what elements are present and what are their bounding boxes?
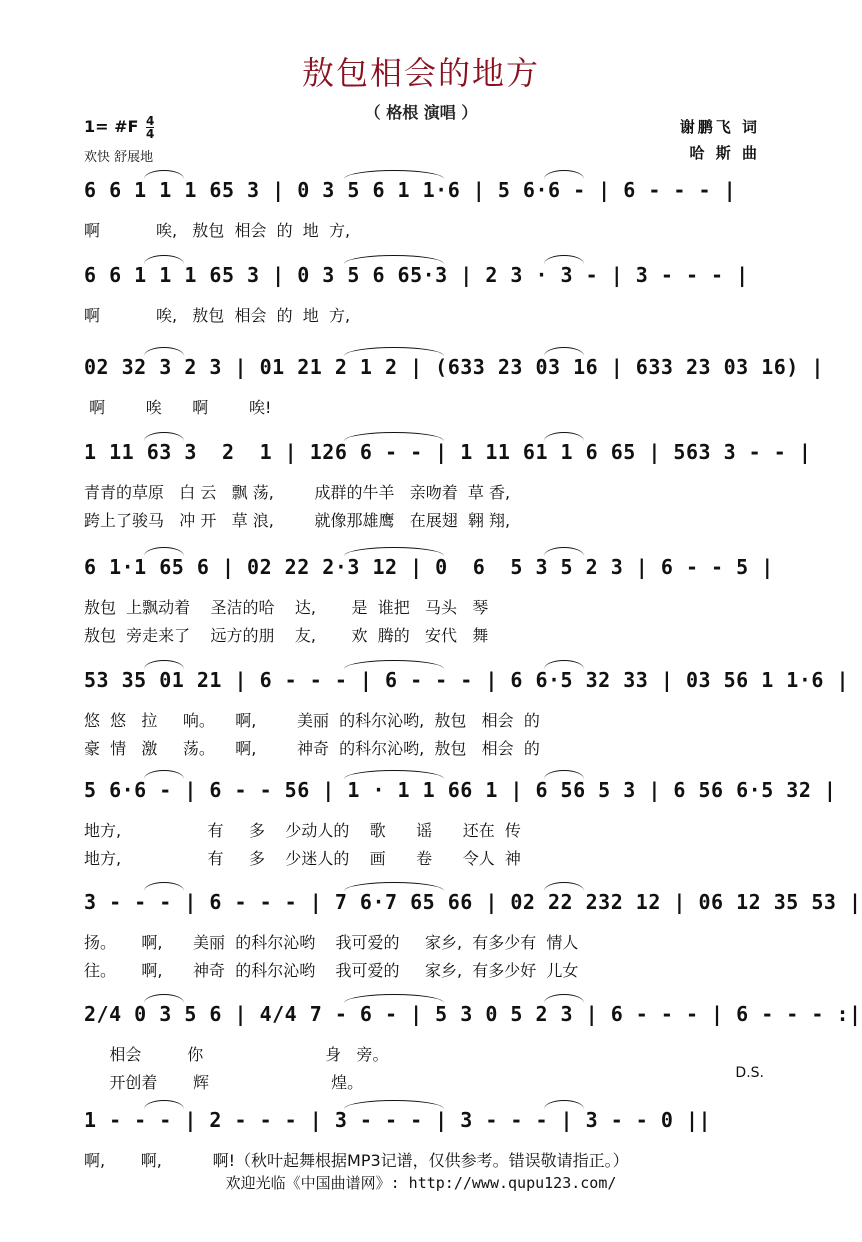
lyric-line: 跨上了骏马 冲 开 草 浪, 就像那雄鹰 在展翅 翱 翔, (84, 511, 511, 530)
notation-line: 1 - - - | 2 - - - | 3 - - - | 3 - - - | 3 - - 0 || (84, 1108, 712, 1132)
slur-mark (544, 660, 584, 669)
notation-line: 3 - - - | 6 - - - | 7 6·7 65 66 | 02 22 232 12 | 06 12 35 53 | (84, 890, 862, 914)
slur-mark (544, 547, 584, 556)
slur-mark (144, 255, 184, 264)
composer-credit: 哈 斯 曲 (689, 144, 760, 162)
lyric-line: 啊, 啊, 啊!（秋叶起舞根据MP3记谱，仅供参考。错误敬请指正。） (84, 1151, 629, 1170)
lyric-line: 啊 唉 啊 唉! (84, 398, 272, 417)
time-signature-top: 4 (146, 114, 155, 128)
lyric-line: 扬。 啊, 美丽 的科尔沁哟 我可爱的 家乡, 有多少有 情人 (84, 933, 579, 952)
slur-mark (544, 170, 584, 179)
slur-mark (544, 255, 584, 264)
slur-mark (144, 347, 184, 356)
time-signature (146, 115, 154, 140)
song-title: 敖包相会的地方 (301, 54, 540, 92)
notation-line: 1 11 63 3 2 1 | 126 6 - - | 1 11 61 1 6 65 | 563 3 - - | (84, 440, 812, 464)
notation-line: 2/4 0 3 5 6 | 4/4 7 - 6 - | 5 3 0 5 2 3 | 6 - - - | 6 - - - :| (84, 1002, 862, 1026)
slur-mark (344, 882, 444, 891)
slur-mark (544, 882, 584, 891)
slur-mark (344, 347, 444, 356)
lyric-line: 啊 唉, 敖包 相会 的 地 方, (84, 306, 351, 325)
slur-mark (144, 660, 184, 669)
singer-credit: （ 格根 演唱 ） (364, 103, 478, 122)
slur-mark (344, 547, 444, 556)
lyric-line: 啊 唉, 敖包 相会 的 地 方, (84, 221, 351, 240)
slur-mark (144, 770, 184, 779)
notation-line: 6 6 1 1 1 65 3 | 0 3 5 6 1 1·6 | 5 6·6 - | 6 - - - | (84, 178, 737, 202)
slur-mark (544, 347, 584, 356)
lyric-line: 豪 情 激 荡。 啊, 神奇 的科尔沁哟, 敖包 相会 的 (84, 739, 540, 758)
lyric-line: 青青的草原 白 云 飘 荡, 成群的牛羊 亲吻着 草 香, (84, 483, 511, 502)
slur-mark (344, 660, 444, 669)
lyric-line: 地方, 有 多 少迷人的 画 卷 令人 神 (84, 849, 521, 868)
slur-mark (144, 882, 184, 891)
lyricist-credit: 谢鹏飞 词 (679, 118, 760, 136)
slur-mark (344, 1100, 444, 1109)
key-label: 1= #F (84, 117, 139, 136)
notation-line: 6 1·1 65 6 | 02 22 2·3 12 | 0 6 5 3 5 2 3 | 6 - - 5 | (84, 555, 774, 579)
site-footer: 欢迎光临《中国曲谱网》: http://www.qupu123.com/ (225, 1174, 617, 1192)
slur-mark (544, 1100, 584, 1109)
lyric-line: 敖包 上飘动着 圣洁的哈 达, 是 谁把 马头 琴 (84, 598, 489, 617)
notation-line: 5 6·6 - | 6 - - 56 | 1 · 1 1 66 1 | 6 56 5 3 | 6 56 6·5 32 | (84, 778, 837, 802)
slur-mark (144, 547, 184, 556)
lyric-line: 地方, 有 多 少动人的 歌 谣 还在 传 (84, 821, 521, 840)
ds-mark: D.S. (735, 1065, 764, 1081)
tempo-marking: 欢快 舒展地 (84, 150, 154, 165)
notation-line: 53 35 01 21 | 6 - - - | 6 - - - | 6 6·5 32 33 | 03 56 1 1·6 | (84, 668, 850, 692)
slur-mark (344, 432, 444, 441)
slur-mark (344, 170, 444, 179)
slur-mark (344, 994, 444, 1003)
slur-mark (144, 1100, 184, 1109)
slur-mark (344, 255, 444, 264)
slur-mark (544, 770, 584, 779)
slur-mark (144, 170, 184, 179)
lyric-line: 往。 啊, 神奇 的科尔沁哟 我可爱的 家乡, 有多少好 儿女 (84, 961, 579, 980)
time-signature-bottom: 4 (146, 127, 155, 141)
slur-mark (544, 994, 584, 1003)
notation-line: 02 32 3 2 3 | 01 21 2 1 2 | (633 23 03 16 | 633 23 03 16) | (84, 355, 824, 379)
lyric-line: 开创着 辉 煌。 (84, 1073, 364, 1092)
slur-mark (144, 432, 184, 441)
lyric-line: 相会 你 身 旁。 (84, 1045, 389, 1064)
lyric-line: 悠 悠 拉 响。 啊, 美丽 的科尔沁哟, 敖包 相会 的 (84, 711, 540, 730)
slur-mark (144, 994, 184, 1003)
notation-line: 6 6 1 1 1 65 3 | 0 3 5 6 65·3 | 2 3 · 3 - | 3 - - - | (84, 263, 749, 287)
key-signature (84, 115, 154, 140)
slur-mark (344, 770, 444, 779)
slur-mark (544, 432, 584, 441)
lyric-line: 敖包 旁走来了 远方的朋 友, 欢 腾的 安代 舞 (84, 626, 489, 645)
